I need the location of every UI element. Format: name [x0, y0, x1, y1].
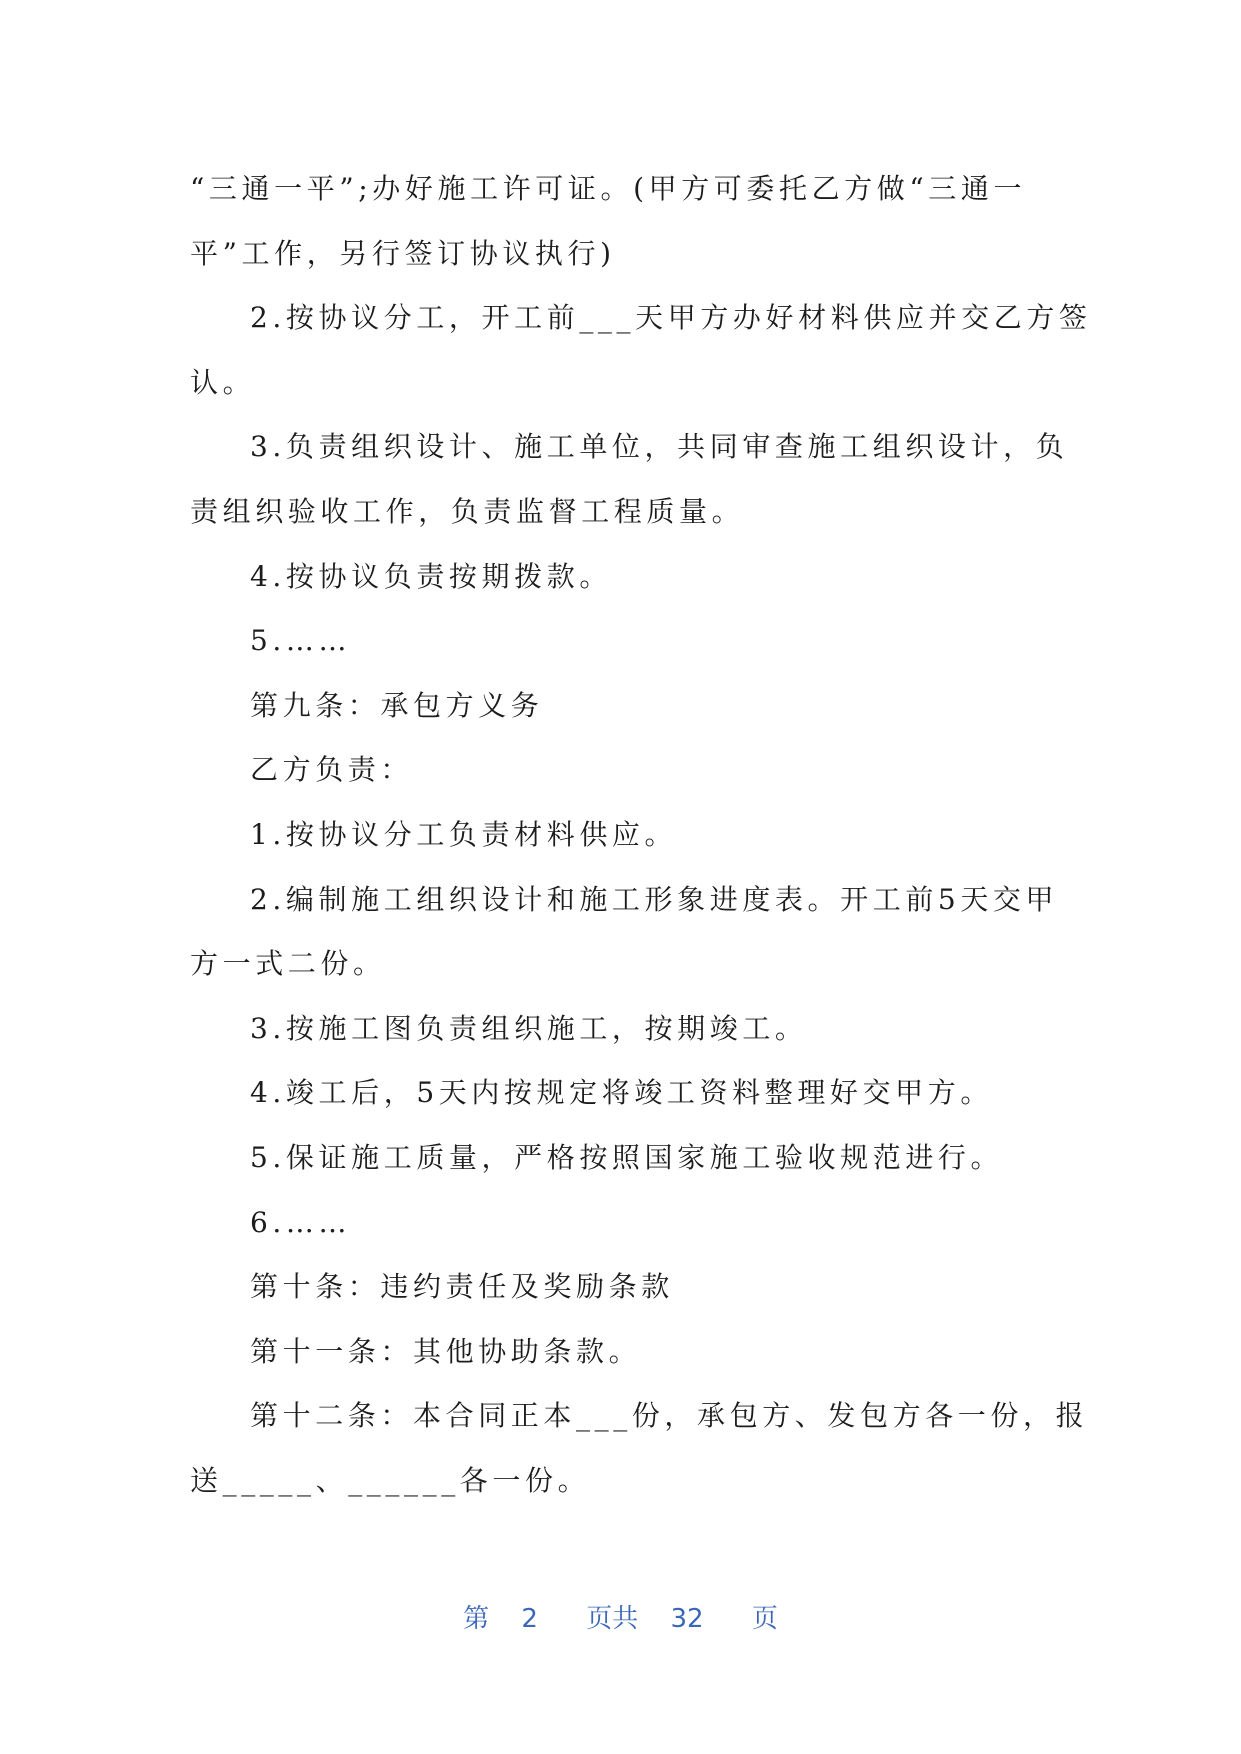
text-line: 平”工作，另行签订协议执行): [190, 236, 616, 270]
footer-middle: 页共: [586, 1604, 639, 1634]
text-line: 送_____、______各一份。: [190, 1463, 591, 1497]
text-line: 2.按协议分工，开工前___天甲方办好材料供应并交乙方签: [250, 301, 1092, 335]
text-line: 4.按协议负责按期拨款。: [250, 559, 612, 593]
text-line: 方一式二份。: [190, 947, 386, 981]
section-heading: 第十二条：本合同正本___份，承包方、发包方各一份，报: [250, 1399, 1089, 1433]
section-heading: 第十一条：其他协助条款。: [250, 1334, 642, 1368]
text-line: 1.按协议分工负责材料供应。: [250, 817, 678, 851]
section-heading: 第九条：承包方义务: [250, 688, 544, 722]
text-line: 4.竣工后，5天内按规定将竣工资料整理好交甲方。: [250, 1076, 993, 1110]
text-line: 3.按施工图负责组织施工，按期竣工。: [250, 1011, 808, 1045]
section-heading: 第十条：违约责任及奖励条款: [250, 1270, 674, 1304]
text-line: 6.……: [250, 1205, 352, 1239]
current-page-number: 2: [521, 1604, 538, 1634]
text-line: 责组织验收工作，负责监督工程质量。: [190, 494, 745, 528]
page-footer: [0, 1598, 1241, 1635]
text-line: 2.编制施工组织设计和施工形象进度表。开工前5天交甲: [250, 882, 1059, 916]
text-line: 3.负责组织设计、施工单位，共同审查施工组织设计，负: [250, 430, 1069, 464]
total-pages-number: 32: [670, 1604, 704, 1634]
footer-suffix: 页: [751, 1604, 778, 1634]
text-line: 5.保证施工质量，严格按照国家施工验收规范进行。: [250, 1140, 1004, 1174]
text-line: 认。: [190, 365, 256, 399]
text-line: 5.……: [250, 624, 352, 658]
text-line: 乙方负责：: [250, 753, 414, 787]
footer-prefix: 第: [463, 1604, 490, 1634]
text-line: “三通一平”;办好施工许可证。(甲方可委托乙方做“三通一: [190, 172, 1027, 205]
contract-body: [190, 157, 1092, 1513]
